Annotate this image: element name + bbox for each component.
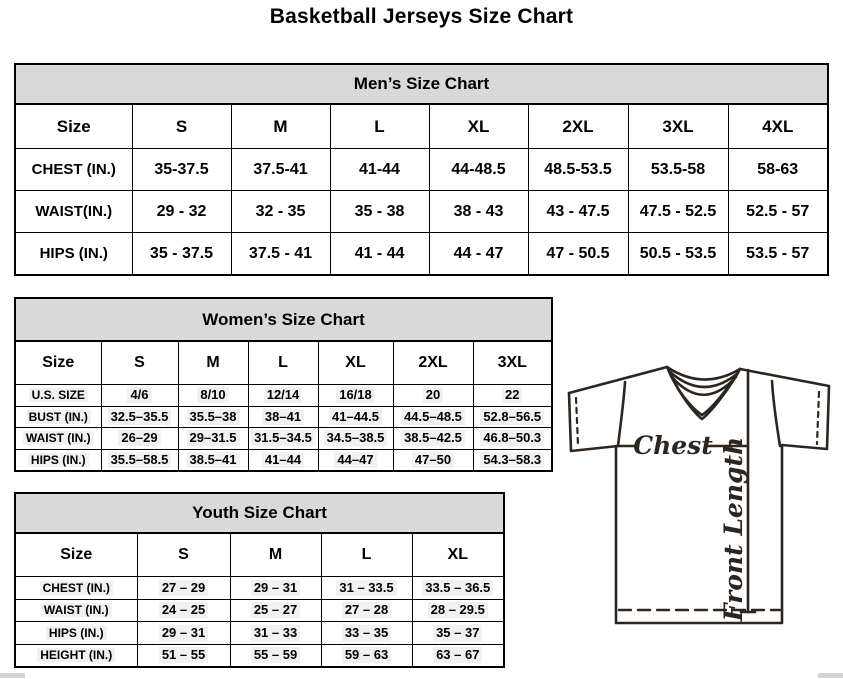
column-header-xl: XL (429, 105, 528, 149)
column-header-2xl: 2XL (528, 105, 628, 149)
size-cell: 63 – 67 (412, 644, 503, 666)
column-header-l: L (321, 534, 412, 577)
size-cell: 41-44 (330, 149, 429, 191)
column-header-4xl: 4XL (728, 105, 827, 149)
size-cell: 24 – 25 (137, 599, 230, 622)
table-row (16, 599, 503, 622)
size-cell: 4/6 (101, 385, 178, 407)
table-row (16, 191, 827, 233)
youth-size-table (16, 533, 503, 666)
size-cell: 33 – 35 (321, 622, 412, 645)
table-row (16, 449, 551, 470)
mens-size-table (16, 104, 827, 274)
size-cell: 34.5–38.5 (318, 428, 393, 450)
size-cell: 47.5 - 52.5 (628, 191, 728, 233)
table-row (16, 385, 551, 407)
size-cell: 8/10 (178, 385, 248, 407)
size-cell: 20 (393, 385, 473, 407)
size-cell: 38–41 (248, 406, 318, 428)
row-label: WAIST (IN.) (16, 599, 137, 622)
size-cell: 32 - 35 (231, 191, 330, 233)
size-cell: 53.5-58 (628, 149, 728, 191)
column-header-3xl: 3XL (628, 105, 728, 149)
womens-size-table (16, 341, 551, 470)
table-row (16, 428, 551, 450)
jersey-outline-icon (561, 361, 837, 627)
row-label: HEIGHT (IN.) (16, 644, 137, 666)
size-cell: 35 - 38 (330, 191, 429, 233)
column-header-l: L (330, 105, 429, 149)
chest-label: Chest (633, 431, 713, 460)
column-header-2xl: 2XL (393, 342, 473, 385)
size-cell: 54.3–58.3 (473, 449, 551, 470)
size-cell: 48.5-53.5 (528, 149, 628, 191)
column-header-m: M (231, 105, 330, 149)
size-cell: 51 – 55 (137, 644, 230, 666)
column-header-s: S (101, 342, 178, 385)
size-cell: 29 - 32 (132, 191, 231, 233)
size-cell: 16/18 (318, 385, 393, 407)
column-header-xl: XL (318, 342, 393, 385)
size-cell: 27 – 28 (321, 599, 412, 622)
table-row (16, 577, 503, 600)
size-cell: 31.5–34.5 (248, 428, 318, 450)
size-cell: 29–31.5 (178, 428, 248, 450)
mens-chart-title: Men’s Size Chart (16, 65, 827, 104)
size-cell: 44-48.5 (429, 149, 528, 191)
size-cell: 59 – 63 (321, 644, 412, 666)
size-cell: 29 – 31 (230, 577, 321, 600)
size-cell: 58-63 (728, 149, 827, 191)
size-cell: 38 - 43 (429, 191, 528, 233)
row-label: CHEST (IN.) (16, 577, 137, 600)
womens-size-chart (14, 297, 553, 472)
size-cell: 44 - 47 (429, 233, 528, 275)
size-cell: 47–50 (393, 449, 473, 470)
row-label: WAIST (IN.) (16, 428, 101, 450)
size-cell: 26–29 (101, 428, 178, 450)
size-cell: 41 - 44 (330, 233, 429, 275)
column-header-xl: XL (412, 534, 503, 577)
size-cell: 29 – 31 (137, 622, 230, 645)
table-row (16, 622, 503, 645)
header-row (16, 534, 503, 577)
column-header-s: S (132, 105, 231, 149)
size-cell: 38.5–42.5 (393, 428, 473, 450)
size-cell: 35-37.5 (132, 149, 231, 191)
size-cell: 52.8–56.5 (473, 406, 551, 428)
row-label: U.S. SIZE (16, 385, 101, 407)
size-cell: 52.5 - 57 (728, 191, 827, 233)
size-cell: 28 – 29.5 (412, 599, 503, 622)
size-cell: 35 - 37.5 (132, 233, 231, 275)
size-cell: 27 – 29 (137, 577, 230, 600)
size-cell: 32.5–35.5 (101, 406, 178, 428)
header-row (16, 342, 551, 385)
size-cell: 37.5-41 (231, 149, 330, 191)
column-header-m: M (178, 342, 248, 385)
size-cell: 31 – 33 (230, 622, 321, 645)
column-header-3xl: 3XL (473, 342, 551, 385)
row-label: WAIST(IN.) (16, 191, 132, 233)
table-row (16, 644, 503, 666)
scrollbar-fragment-right[interactable] (818, 673, 843, 678)
scrollbar-fragment-left[interactable] (0, 673, 25, 678)
column-header-m: M (230, 534, 321, 577)
size-cell: 33.5 – 36.5 (412, 577, 503, 600)
row-label: HIPS (IN.) (16, 449, 101, 470)
size-cell: 50.5 - 53.5 (628, 233, 728, 275)
header-row (16, 105, 827, 149)
size-cell: 35.5–58.5 (101, 449, 178, 470)
size-corner-header: Size (16, 534, 137, 577)
size-cell: 31 – 33.5 (321, 577, 412, 600)
row-label: HIPS (IN.) (16, 622, 137, 645)
size-cell: 37.5 - 41 (231, 233, 330, 275)
size-corner-header: Size (16, 105, 132, 149)
youth-size-chart (14, 492, 505, 668)
size-cell: 41–44 (248, 449, 318, 470)
size-cell: 47 - 50.5 (528, 233, 628, 275)
size-cell: 55 – 59 (230, 644, 321, 666)
jersey-diagram (561, 361, 837, 627)
size-cell: 41–44.5 (318, 406, 393, 428)
size-cell: 53.5 - 57 (728, 233, 827, 275)
row-label: HIPS (IN.) (16, 233, 132, 275)
size-cell: 44–47 (318, 449, 393, 470)
size-cell: 12/14 (248, 385, 318, 407)
mens-size-chart (14, 63, 829, 276)
size-cell: 35 – 37 (412, 622, 503, 645)
row-label: CHEST (IN.) (16, 149, 132, 191)
front-length-label: Front Length (719, 436, 748, 622)
column-header-l: L (248, 342, 318, 385)
size-cell: 44.5–48.5 (393, 406, 473, 428)
size-cell: 46.8–50.3 (473, 428, 551, 450)
size-cell: 35.5–38 (178, 406, 248, 428)
column-header-s: S (137, 534, 230, 577)
size-corner-header: Size (16, 342, 101, 385)
womens-chart-title: Women’s Size Chart (16, 299, 551, 341)
youth-chart-title: Youth Size Chart (16, 494, 503, 533)
size-cell: 38.5–41 (178, 449, 248, 470)
row-label: BUST (IN.) (16, 406, 101, 428)
table-row (16, 233, 827, 275)
table-row (16, 149, 827, 191)
size-cell: 22 (473, 385, 551, 407)
size-cell: 43 - 47.5 (528, 191, 628, 233)
size-cell: 25 – 27 (230, 599, 321, 622)
page-title: Basketball Jerseys Size Chart (269, 5, 574, 28)
table-row (16, 406, 551, 428)
